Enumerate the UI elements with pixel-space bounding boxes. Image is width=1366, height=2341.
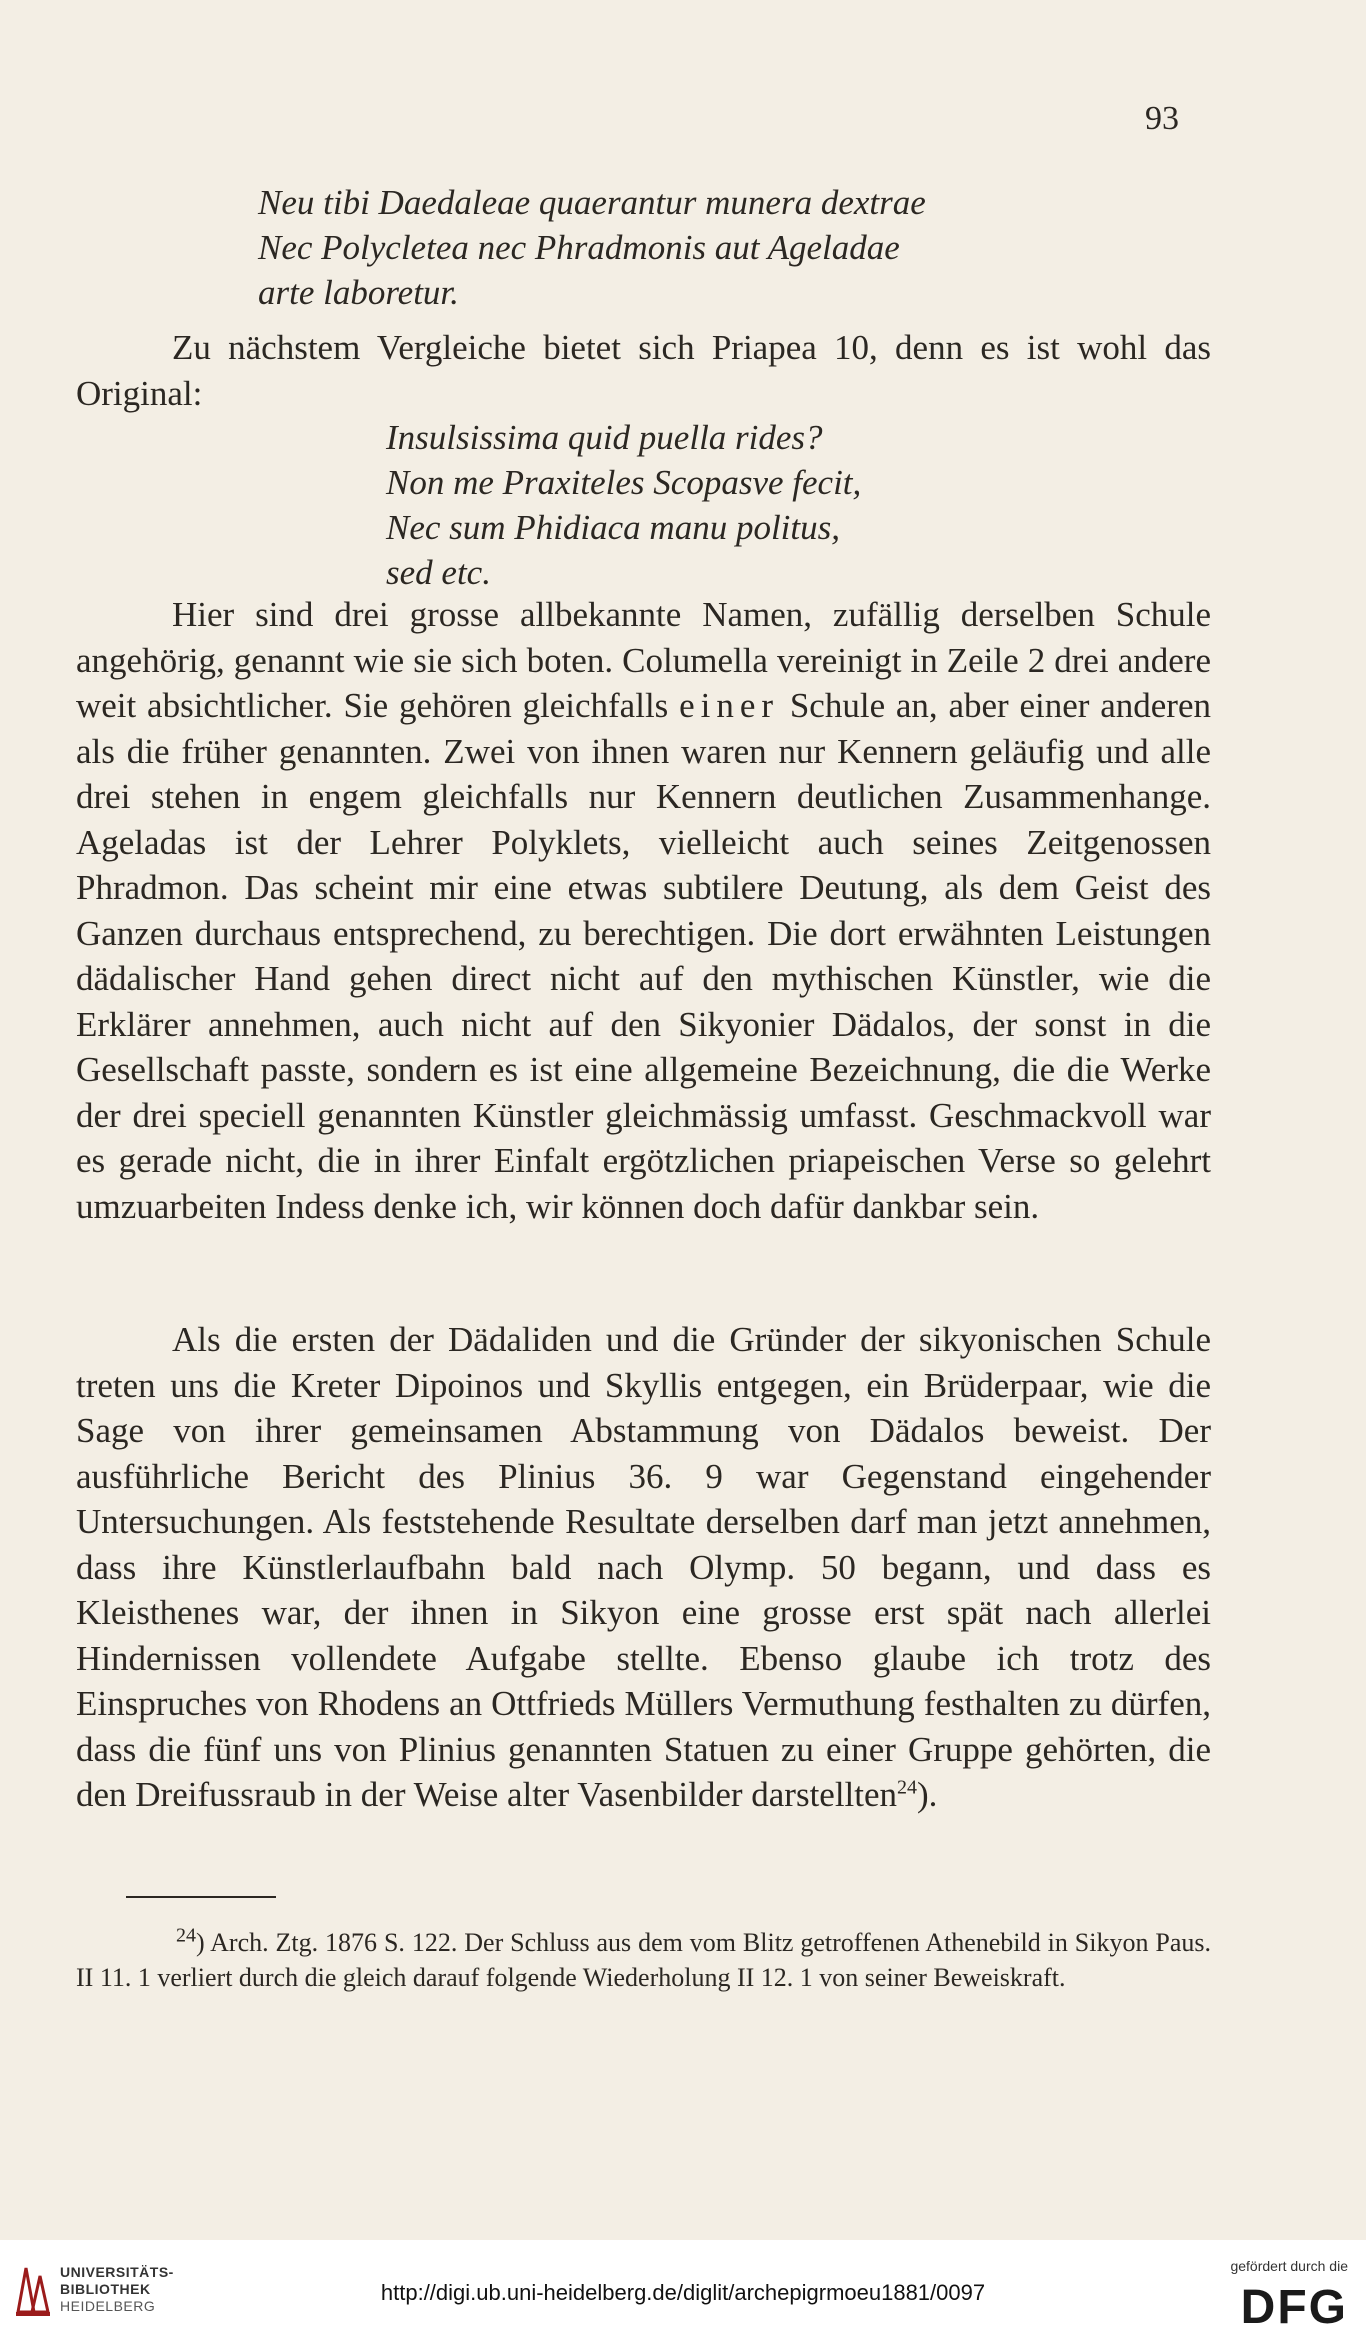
verse-line: sed etc. <box>386 553 491 592</box>
digitization-url-link[interactable]: http://digi.ub.uni-heidelberg.de/diglit/archepigrmoeu1881/0097 <box>380 2280 986 2305</box>
footnote-divider <box>126 1896 276 1898</box>
paragraph-text: Zu nächstem Vergleiche bietet sich Priapea 10, denn es ist wohl das Original: <box>76 328 1211 413</box>
paragraph-text: Schule an, aber einer anderen als die früher genannten. Zwei von ihnen waren nur Kennern geläufig und alle drei stehen in engem gleichfalls nur Kennern deutlichen Zusammenhange. Ageladas ist der Lehrer Polyklets, vielleicht auch seines Zeitgenossen Phradmon. Das scheint mir eine etwas subtilere Deutung, als dem Geist des Ganzen durchaus entsprechend, zu berechtigen. Die dort erwähnten Leistungen dädalischer Hand gehen direct nicht auf den mythischen Künstler, wie die Erklärer annehmen, auch nicht auf den Sikyonier Dädalos, der sonst in die Gesellschaft passte, sondern es ist eine allgemeine Bezeichnung, die die Werke der drei speciell genannten Künstler gleichmässig umfasst. Geschmackvoll war es gerade nicht, die in ihrer Einfalt ergötzlichen priapeischen Verse so gelehrt umzuarbeiten Indess denke ich, wir können doch dafür dankbar sein. <box>76 686 1211 1226</box>
dfg-logo: DFG <box>1240 2281 1348 2334</box>
verse-line: Neu tibi Daedaleae quaerantur munera dextrae <box>258 183 926 222</box>
footnote-text: ) Arch. Ztg. 1876 S. 122. Der Schluss aus dem vom Blitz getroffenen Athenebild in Sikyon Paus. II 11. 1 verliert durch die gleich darauf folgende Wiederholung II 12. 1 von seiner Beweiskraft. <box>76 1928 1211 1992</box>
footnote-reference: 24 <box>897 1776 918 1799</box>
footnote <box>76 1925 1211 1995</box>
verse-line: Non me Praxiteles Scopasve fecit, <box>386 463 862 502</box>
paragraph-columella <box>76 592 1211 1229</box>
footnote-marker: 24 <box>176 1924 196 1947</box>
emphasized-word: einer <box>679 686 780 725</box>
paragraph-text: Als die ersten der Dädaliden und die Gründer der sikyonischen Schule treten uns die Kreter Dipoinos und Skyllis entgegen, ein Brüderpaar, wie die Sage von ihrer gemeinsamen Abstammung von Dädalos beweist. Der ausführliche Bericht des Plinius 36. 9 war Gegenstand eingehender Untersuchungen. Als feststehende Resultate derselben darf man jetzt annehmen, dass ihre Künstlerlaufbahn bald nach Olymp. 50 begann, und dass es Kleisthenes war, der ihnen in Sikyon eine grosse erst spät nach allerlei Hindernissen vollendete Aufgabe stellte. Ebenso glaube ich trotz des Einspruches von Rhodens an Ottfrieds Müllers Vermuthung festhalten zu dürfen, dass die fünf uns von Plinius genannten Statuen zu einer Gruppe gehörten, die den Dreifussraub in der Weise alter Vasenbilder darstellten <box>76 1320 1211 1814</box>
funding-label: gefördert durch die <box>1230 2258 1348 2274</box>
paragraph-end: ). <box>917 1775 938 1814</box>
verse-line: Nec Polycletea nec Phradmonis aut Ageladae <box>258 228 900 267</box>
verse-quotation-1 <box>258 180 1366 315</box>
paragraph-text: Hier sind drei grosse allbekannte Namen, zufällig derselben Schule angehörig, genannt wie sie sich boten. Columella vereinigt in Zeile 2 drei andere weit absichtlicher. Sie gehören gleichfalls <box>76 595 1211 725</box>
verse-quotation-2 <box>386 415 1366 595</box>
paragraph-priapea <box>76 325 1211 416</box>
paragraph-daedalids <box>76 1317 1211 1818</box>
verse-line: arte laboretur. <box>258 273 459 312</box>
page-number: 93 <box>1145 100 1179 137</box>
digitization-footer <box>0 2240 1366 2341</box>
verse-line: Nec sum Phidiaca manu politus, <box>386 508 840 547</box>
library-name: UNIVERSITÄTS- BIBLIOTHEK HEIDELBERG <box>60 2264 174 2314</box>
verse-line: Insulsissima quid puella rides? <box>386 418 823 457</box>
